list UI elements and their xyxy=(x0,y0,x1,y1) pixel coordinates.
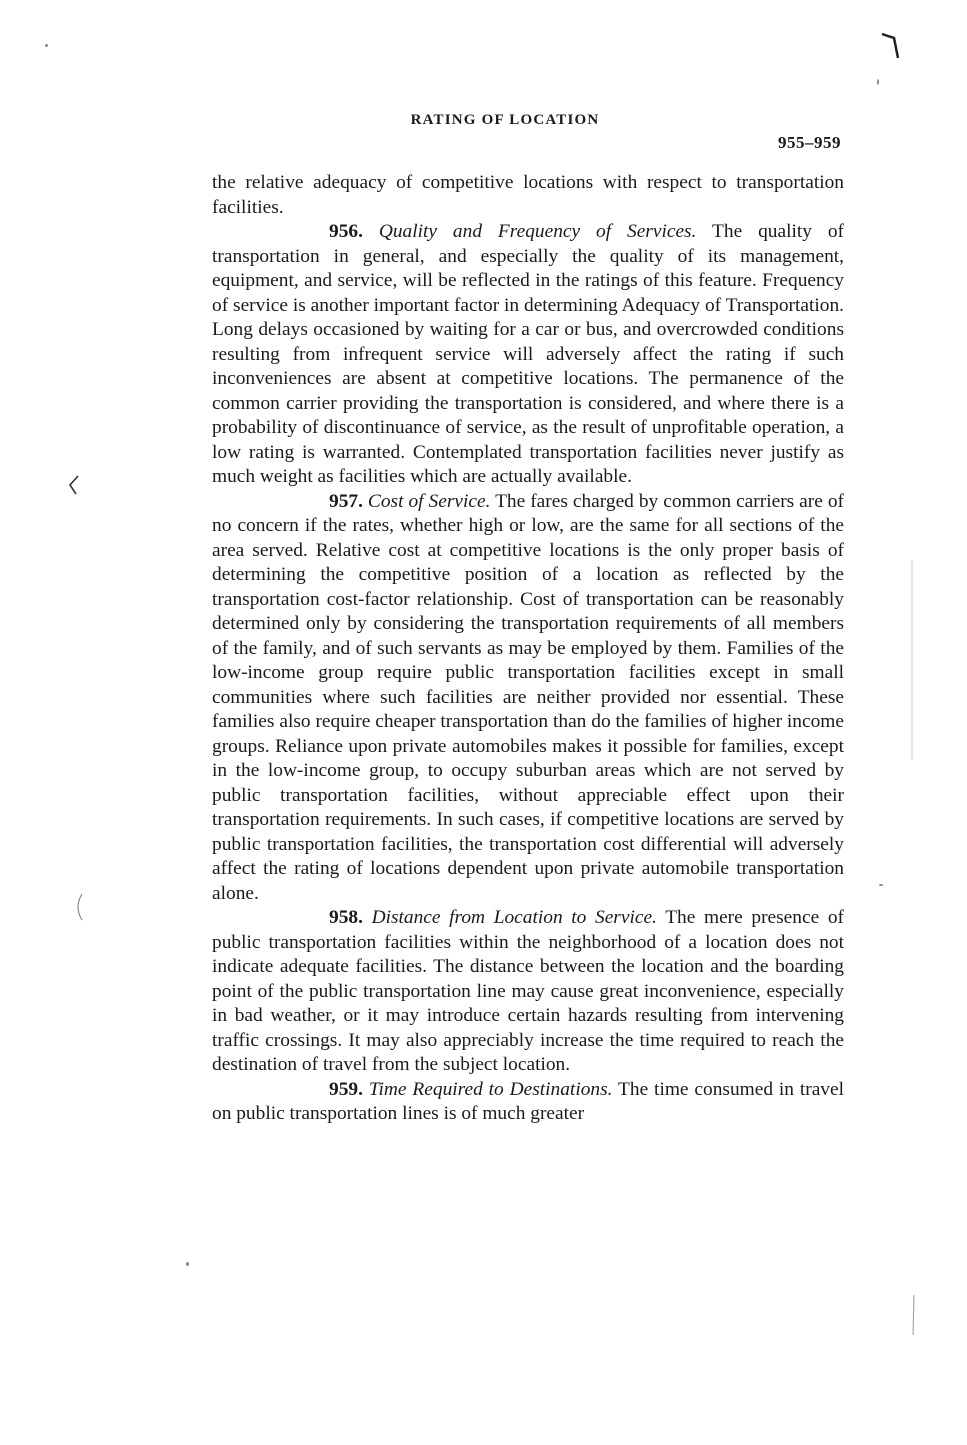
section-958-paragraph xyxy=(212,906,844,1078)
section-number: 959. xyxy=(329,1078,363,1100)
scan-speck xyxy=(186,1262,189,1266)
section-959-paragraph xyxy=(212,1078,844,1127)
section-title: Time Required to Destinations. xyxy=(368,1078,613,1100)
section-number: 956. xyxy=(329,221,363,242)
section-text: The quality of transportation in general, and especially the quality of its management, equipment, and service, will be reflected in the ratings of this feature. Frequency of service is another important factor in determining Adequacy of Transportation. Long delays occasioned by waiting for a car or bus, and overcrowded conditions resulting from infrequent service will adversely affect the rating if such inconveniences are absent at competitive locations. The permanence of the common carrier providing the transportation is considered, and where there is a probability of discontinuance of service, as the result of unprofitable operation, a low rating is warranted. Contemplated transportation facilities never justify as much weight as facilities which are actually available. xyxy=(212,221,845,487)
section-956-paragraph xyxy=(212,220,844,490)
body-text xyxy=(212,171,844,1127)
scan-speck xyxy=(879,884,883,886)
section-title: Cost of Service. xyxy=(367,490,491,512)
corner-scan-mark-icon xyxy=(878,28,906,62)
section-title: Distance from Location to Service. xyxy=(371,907,657,928)
section-text: The fares charged by common carriers are of no concern if the rates, whether high or low, are the same for all sections of the area served. Relative cost at competitive locations is the only proper basis of determining the competitive position of a location as reflected by the transportation cost-factor relationship. Cost of transportation can be reasonably determined only by considering the transportation requirements of all members of the family, and of such servants as may be employed by them. Families of the low-income group require public transportation facilities except in small communities where such facilities are neither provided nor essential. These families also require cheaper transportation than do the families of higher income groups. Reliance upon private automobiles makes it possible for families, except in the low-income group, to occupy suburban areas which are not served by public transportation facilities, without appreciable effect upon their transportation requirements. In such cases, if competitive locations are served by public transportation facilities, the transportation cost differential will adversely affect the rating of locations dependent upon private automobile transportation alone. xyxy=(212,490,844,904)
continuation-paragraph: the relative adequacy of competitive locations with respect to transportation facilities. xyxy=(212,172,844,218)
page-section-range: 955–959 xyxy=(778,133,841,152)
section-text: The time consumed in travel on public transportation lines is of much greater xyxy=(212,1078,844,1124)
right-edge-line-icon xyxy=(910,1290,918,1340)
right-edge-line-icon xyxy=(908,560,916,760)
section-text: The mere presence of public transportation facilities within the neighborhood of a location does not indicate adequate facilities. The distance between the location and the boarding point of the public transportation line may cause great inconvenience, especially in bad weather, or it may introduce certain hazards resulting from intervening traffic crossings. It may also appreciably increase the time required to reach the destination of travel from the subject location. xyxy=(212,907,844,1075)
scan-speck xyxy=(45,44,48,47)
margin-bracket-icon xyxy=(72,892,86,922)
running-head-title: RATING OF LOCATION xyxy=(410,112,600,128)
margin-tick-icon xyxy=(66,474,82,496)
section-number: 958. xyxy=(329,907,363,928)
section-title: Quality and Frequency of Services. xyxy=(378,221,697,242)
scan-speck xyxy=(877,79,879,85)
section-number: 957. xyxy=(329,490,363,512)
section-957-paragraph xyxy=(212,490,844,907)
